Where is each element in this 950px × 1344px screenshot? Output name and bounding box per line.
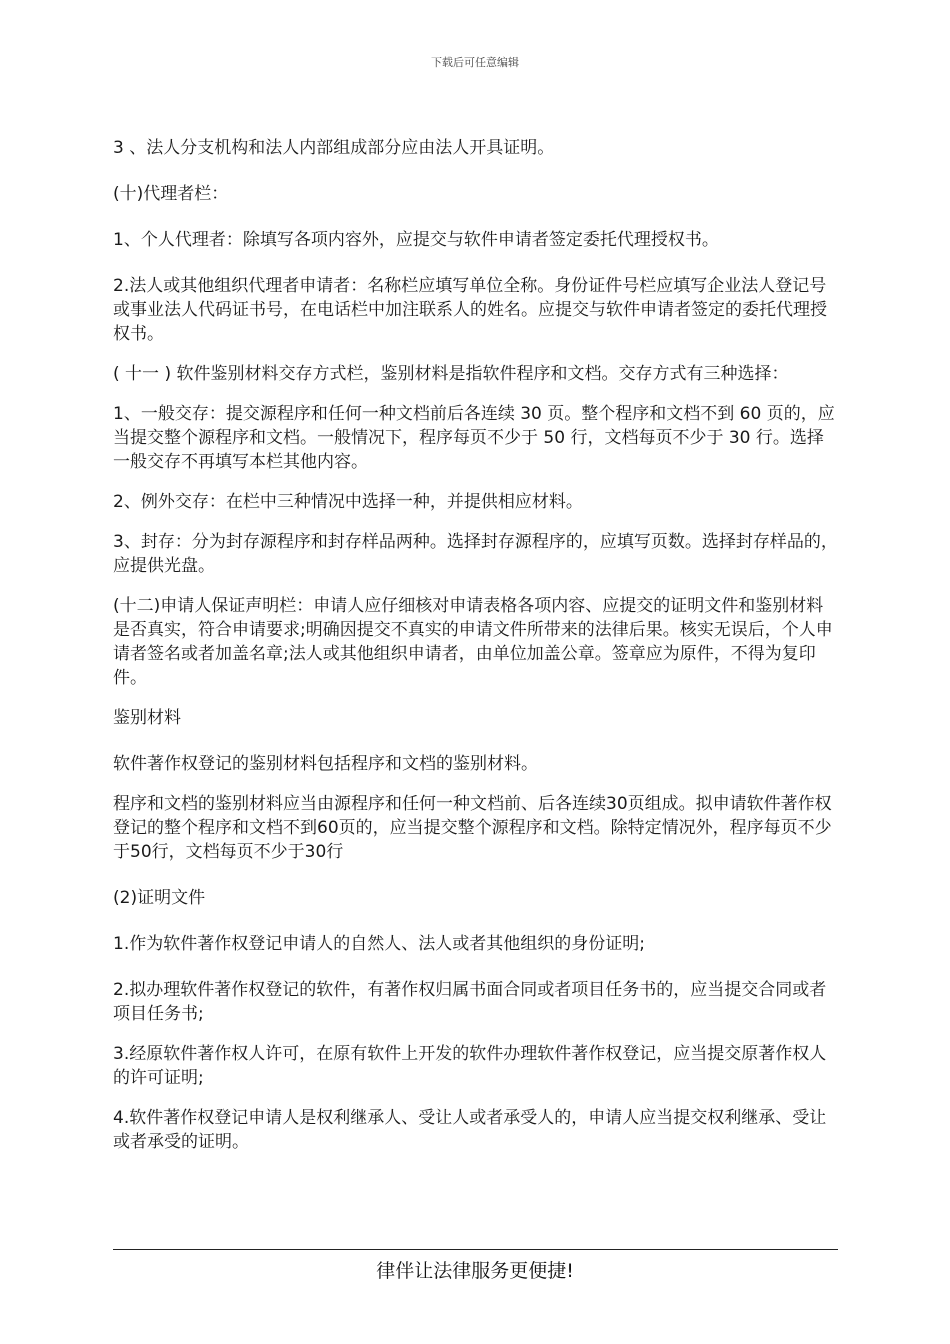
document-body: [113, 136, 838, 1170]
list-item: 3.经原软件著作权人许可，在原有软件上开发的软件办理软件著作权登记，应当提交原著作权人的许可证明;: [113, 1044, 827, 1088]
page-header: 下载后可任意编辑: [431, 56, 519, 69]
section-heading: (十)代理者栏：: [113, 184, 229, 204]
paragraph: 程序和文档的鉴别材料应当由源程序和任何一种文档前、后各连续30页组成。拟申请软件著作权登记的整个程序和文档不到60页的，应当提交整个源程序和文档。除特定情况外，程序每页不少于50行，文档每页不少于30行: [113, 794, 832, 862]
paragraph: 2.法人或其他组织代理者申请者：名称栏应填写单位全称。身份证件号栏应填写企业法人登记号或事业法人代码证书号，在电话栏中加注联系人的姓名。应提交与软件申请者签定的委托代理授权书。: [113, 276, 827, 344]
paragraph: 3 、法人分支机构和法人内部组成部分应由法人开具证明。: [113, 138, 555, 158]
footer-divider: [113, 1249, 838, 1250]
section-heading: (十二)申请人保证声明栏：申请人应仔细核对申请表格各项内容、应提交的证明文件和鉴别材料是否真实，符合申请要求;明确因提交不真实的申请文件所带来的法律后果。核实无误后，个人申请者签名或者加盖名章;法人或其他组织申请者，由单位加盖公章。签章应为原件，不得为复印件。: [113, 596, 833, 688]
paragraph: 1、个人代理者：除填写各项内容外，应提交与软件申请者签定委托代理授权书。: [113, 230, 719, 250]
list-item: 2.拟办理软件著作权登记的软件，有著作权归属书面合同或者项目任务书的，应当提交合同或者项目任务书;: [113, 980, 827, 1024]
section-heading: ( 十一 ) 软件鉴别材料交存方式栏，鉴别材料是指软件程序和文档。交存方式有三种选择：: [113, 364, 789, 384]
paragraph: 3、封存：分为封存源程序和封存样品两种。选择封存源程序的，应填写页数。选择封存样品的，应提供光盘。: [113, 532, 838, 576]
list-item: 1.作为软件著作权登记申请人的自然人、法人或者其他组织的身份证明;: [113, 934, 645, 954]
paragraph: 1、一般交存：提交源程序和任何一种文档前后各连续 30 页。整个程序和文档不到 60 页的，应当提交整个源程序和文档。一般情况下，程序每页不少于 50 行，文档每页不少于 30 行。选择一般交存不再填写本栏其他内容。: [113, 404, 835, 472]
paragraph: 2、例外交存：在栏中三种情况中选择一种，并提供相应材料。: [113, 492, 583, 512]
section-heading: 鉴别材料: [113, 708, 181, 728]
page-footer: 律伴让法律服务更便捷!: [376, 1260, 574, 1282]
list-item: 4.软件著作权登记申请人是权利继承人、受让人或者承受人的，申请人应当提交权利继承、受让或者承受的证明。: [113, 1108, 827, 1152]
section-heading: (2)证明文件: [113, 888, 206, 908]
paragraph: 软件著作权登记的鉴别材料包括程序和文档的鉴别材料。: [113, 754, 538, 774]
